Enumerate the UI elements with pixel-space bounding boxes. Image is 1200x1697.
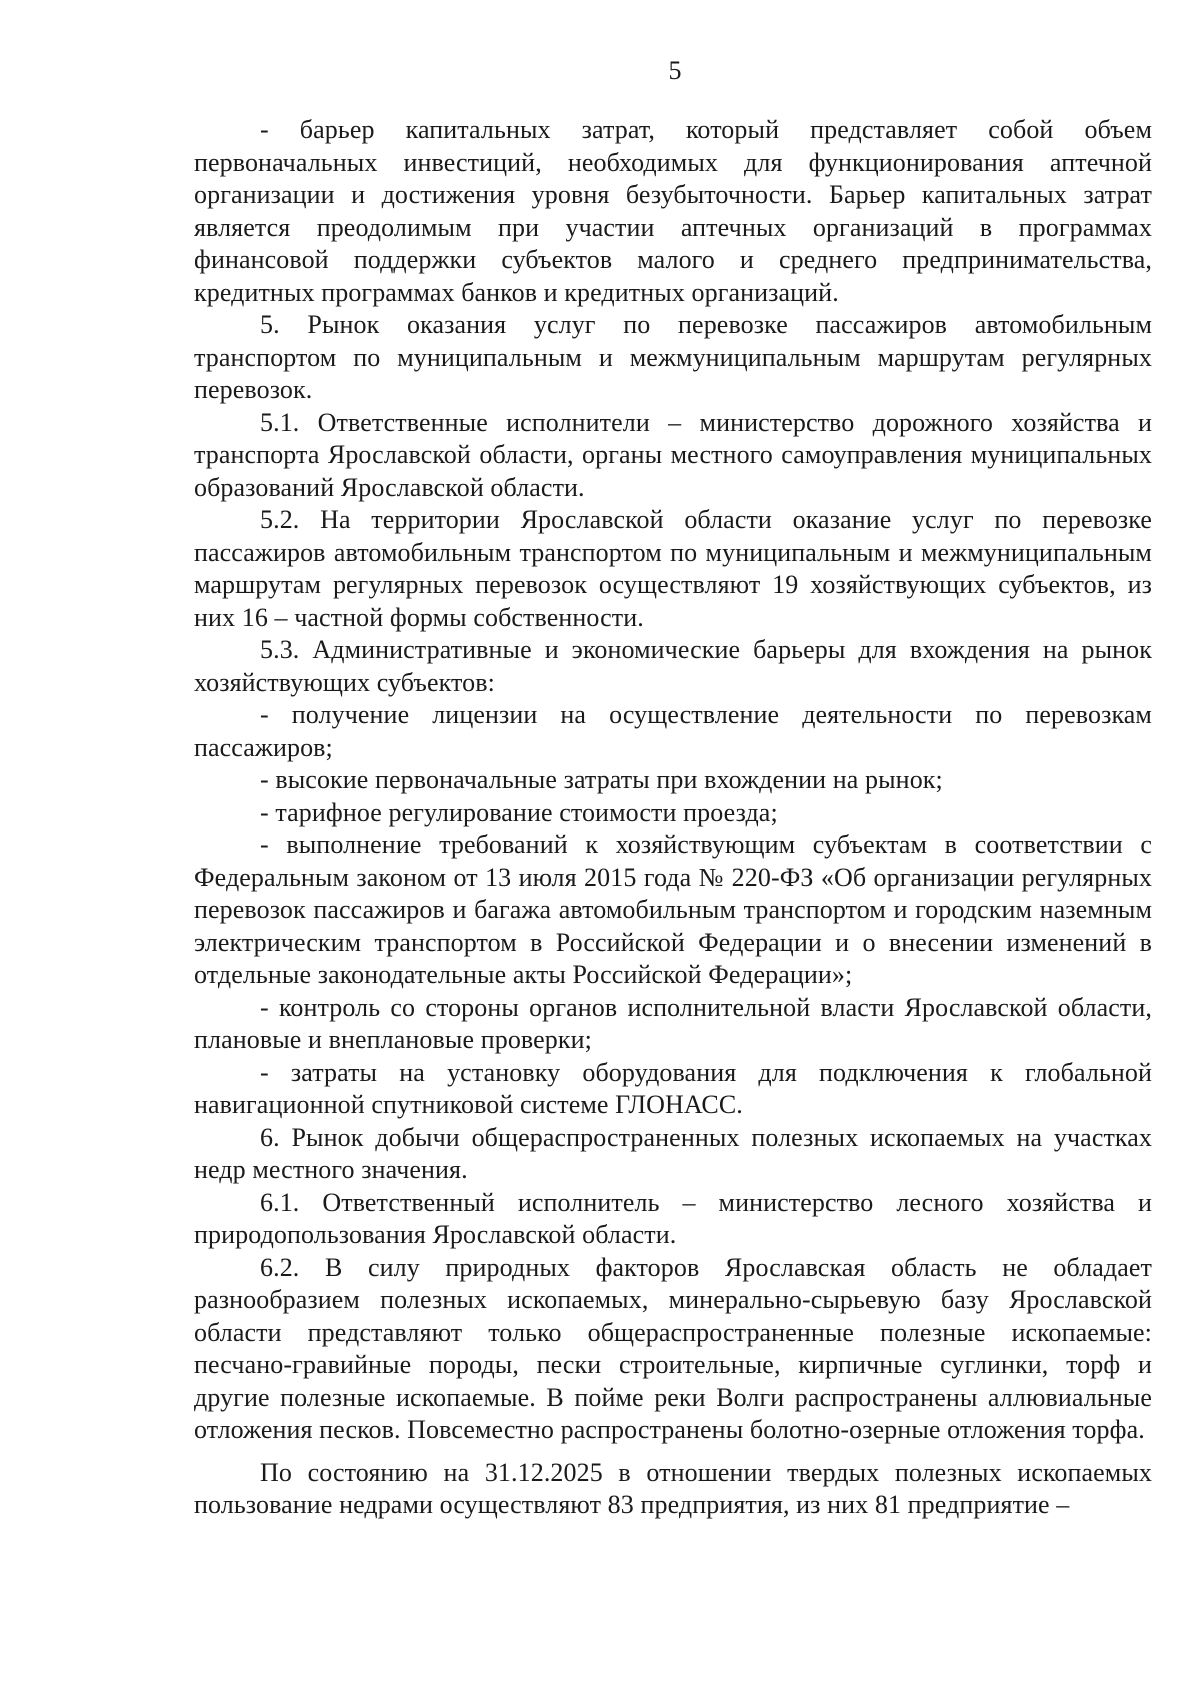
list-item-federal-law-requirements: - выполнение требований к хозяйствующим субъектам в соответствии с Федеральным законом от 13 июля 2015 года № 220-ФЗ «Об организации регулярных перевозок пассажиров и багажа автомобильным транспортом и городским наземным электрическим транспортом в Российской Федерации и о внесении изменений в отдельные законодательные акты Российской Федерации»; xyxy=(194,830,1152,989)
list-item-tariff-regulation: - тарифное регулирование стоимости проезда; xyxy=(260,797,778,827)
page-number: 5 xyxy=(668,56,682,85)
list-item-glonass-costs: - затраты на установку оборудования для подключения к глобальной навигационной спутниковой системе ГЛОНАСС. xyxy=(194,1057,1152,1119)
paragraph-subsoil-users: По состоянию на 31.12.2025 в отношении твердых полезных ископаемых пользование недрами осуществляют 83 предприятия, из них 81 предприятие – xyxy=(194,1457,1152,1519)
list-item-initial-costs: - высокие первоначальные затраты при вхождении на рынок; xyxy=(260,765,943,794)
list-item-inspections: - контроль со стороны органов исполнительной власти Ярославской области, плановые и внеплановые проверки; xyxy=(194,992,1152,1054)
paragraph-section-5-2: 5.2. На территории Ярославской области оказание услуг по перевозке пассажиров автомобильным транспортом по муниципальным и межмуниципальным маршрутам регулярных перевозок осуществляют 19 хозяйствующих субъектов, из них 16 – частной формы собственности. xyxy=(194,505,1152,632)
paragraph-capital-barrier: - барьер капитальных затрат, который представляет собой объем первоначальных инвестиций, необходимых для функционирования аптечной организации и достижения уровня безубыточности. Барьер капитальных затрат является преодолимым при участии аптечных организаций в программах финансовой поддержки субъектов малого и среднего предпринимательства, кредитных программах банков и кредитных организаций. xyxy=(194,115,1152,307)
paragraph-section-6-1: 6.1. Ответственный исполнитель – министерство лесного хозяйства и природопользования Ярославской области. xyxy=(194,1187,1152,1249)
paragraph-section-5: 5. Рынок оказания услуг по перевозке пассажиров автомобильным транспортом по муниципальным и межмуниципальным маршрутам регулярных перевозок. xyxy=(194,310,1152,404)
paragraph-section-6-2: 6.2. В силу природных факторов Ярославская область не обладает разнообразием полезных ископаемых, минерально-сырьевую базу Ярославской области представляют только общераспространенные полезные ископаемые: песчано-гравийные породы, пески строительные, кирпичные суглинки, торф и другие полезные ископаемые. В пойме реки Волги распространены аллювиальные отложения песков. Повсеместно распространены болотно-озерные отложения торфа. xyxy=(194,1252,1152,1444)
list-item-license: - получение лицензии на осуществление деятельности по перевозкам пассажиров; xyxy=(194,700,1152,762)
paragraph-section-5-1: 5.1. Ответственные исполнители – министерство дорожного хозяйства и транспорта Ярославской области, органы местного самоуправления муниципальных образований Ярославской области. xyxy=(194,407,1152,502)
document-body xyxy=(194,114,1152,1522)
paragraph-section-5-3: 5.3. Административные и экономические барьеры для вхождения на рынок хозяйствующих субъектов: xyxy=(194,635,1152,697)
paragraph-section-6: 6. Рынок добычи общераспространенных полезных ископаемых на участках недр местного значения. xyxy=(194,1122,1152,1184)
